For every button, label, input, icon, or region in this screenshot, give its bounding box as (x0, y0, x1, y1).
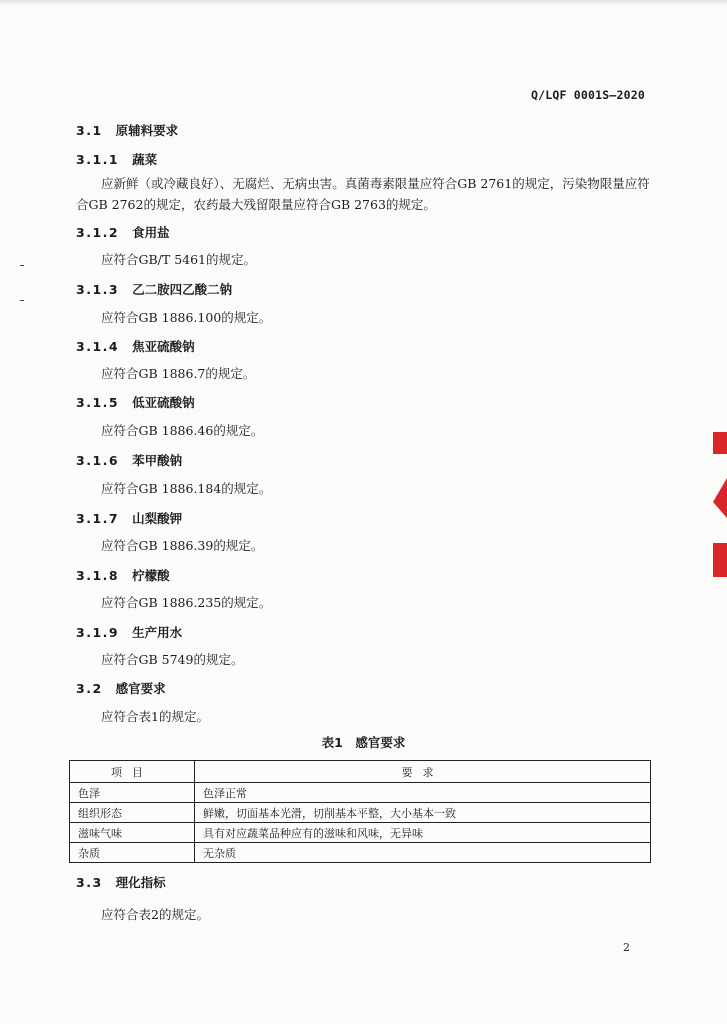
table-cell-item: 杂质 (70, 843, 195, 863)
table-cell-item: 组织形态 (70, 803, 195, 823)
section-number: 3.1.9 (76, 625, 120, 640)
table-cell-requirement: 鲜嫩，切面基本光滑，切削基本平整，大小基本一致 (195, 803, 651, 823)
section-number: 3.1.4 (76, 339, 120, 354)
heading-3-1-2 (76, 223, 170, 241)
paragraph-dithionite: 应符合GB 1886.46的规定。 (101, 423, 264, 438)
table-row (70, 823, 651, 843)
section-title: 食用盐 (132, 225, 170, 240)
paragraph-metabisulfite: 应符合GB 1886.7的规定。 (101, 366, 256, 381)
section-number: 3.1.2 (76, 225, 120, 240)
paragraph-salt: 应符合GB/T 5461的规定。 (101, 252, 257, 267)
section-title: 原辅料要求 (115, 123, 179, 138)
paragraph-sensory: 应符合表1的规定。 (101, 709, 209, 724)
table-row (70, 843, 651, 863)
paragraph-physicochemical: 应符合表2的规定。 (101, 907, 209, 922)
table-cell-item: 滋味气味 (70, 823, 195, 843)
section-number: 3.1 (76, 123, 103, 138)
column-header-requirement: 要求 (195, 761, 651, 783)
heading-3-2 (76, 679, 166, 697)
table-cell-requirement: 无杂质 (195, 843, 651, 863)
paragraph-citric-acid: 应符合GB 1886.235的规定。 (101, 595, 272, 610)
section-title: 乙二胺四乙酸二钠 (132, 282, 233, 297)
paragraph-edta: 应符合GB 1886.100的规定。 (101, 310, 272, 325)
section-title: 焦亚硫酸钠 (132, 339, 195, 354)
seal-stamp-fragment (713, 543, 727, 577)
section-number: 3.1.8 (76, 568, 120, 583)
heading-3-1-8 (76, 566, 170, 584)
section-title: 山梨酸钾 (132, 511, 183, 526)
scan-mark (20, 265, 24, 266)
section-number: 3.2 (76, 681, 103, 696)
heading-3-1-6 (76, 451, 182, 469)
section-title: 苯甲酸钠 (132, 453, 183, 468)
table-cell-item: 色泽 (70, 783, 195, 803)
scan-mark (20, 300, 24, 301)
seal-stamp-fragment (713, 478, 727, 518)
heading-3-1-1 (76, 150, 157, 168)
section-number: 3.3 (76, 875, 103, 890)
section-number: 3.1.3 (76, 282, 120, 297)
table-cell-requirement: 具有对应蔬菜品种应有的滋味和风味，无异味 (195, 823, 651, 843)
table-header-row (70, 761, 651, 783)
heading-3-1-9 (76, 623, 182, 641)
heading-3-1-5 (76, 393, 195, 411)
section-number: 3.1.1 (76, 152, 120, 167)
section-title: 柠檬酸 (132, 568, 170, 583)
section-title: 蔬菜 (132, 152, 158, 167)
sensory-requirements-table (69, 760, 651, 863)
document-code: Q/LQF 0001S—2020 (531, 88, 645, 102)
heading-3-1-7 (76, 509, 182, 527)
table-row (70, 803, 651, 823)
column-header-item: 项目 (70, 761, 195, 783)
scan-edge (0, 0, 727, 6)
paragraph-benzoate: 应符合GB 1886.184的规定。 (101, 481, 272, 496)
table-row (70, 783, 651, 803)
section-title: 感官要求 (115, 681, 166, 696)
section-title: 理化指标 (115, 875, 166, 890)
page-number: 2 (623, 941, 630, 954)
section-number: 3.1.7 (76, 511, 120, 526)
heading-3-3 (76, 873, 166, 891)
heading-3-1 (76, 121, 178, 139)
paragraph-sorbate: 应符合GB 1886.39的规定。 (101, 538, 264, 553)
section-number: 3.1.5 (76, 395, 120, 410)
section-title: 低亚硫酸钠 (132, 395, 195, 410)
heading-3-1-4 (76, 337, 195, 355)
section-number: 3.1.6 (76, 453, 120, 468)
heading-3-1-3 (76, 280, 232, 298)
table-title: 表1 感官要求 (321, 735, 406, 750)
seal-stamp-fragment (713, 432, 727, 454)
paragraph-vegetables: 应新鲜（或冷藏良好）、无腐烂、无病虫害。真菌毒素限量应符合GB 2761的规定，污染物限量应符合GB 2762的规定，农药最大残留限量应符合GB 2763的规定。 (76, 176, 650, 212)
paragraph-water: 应符合GB 5749的规定。 (101, 652, 244, 667)
table-cell-requirement: 色泽正常 (195, 783, 651, 803)
section-title: 生产用水 (132, 625, 183, 640)
